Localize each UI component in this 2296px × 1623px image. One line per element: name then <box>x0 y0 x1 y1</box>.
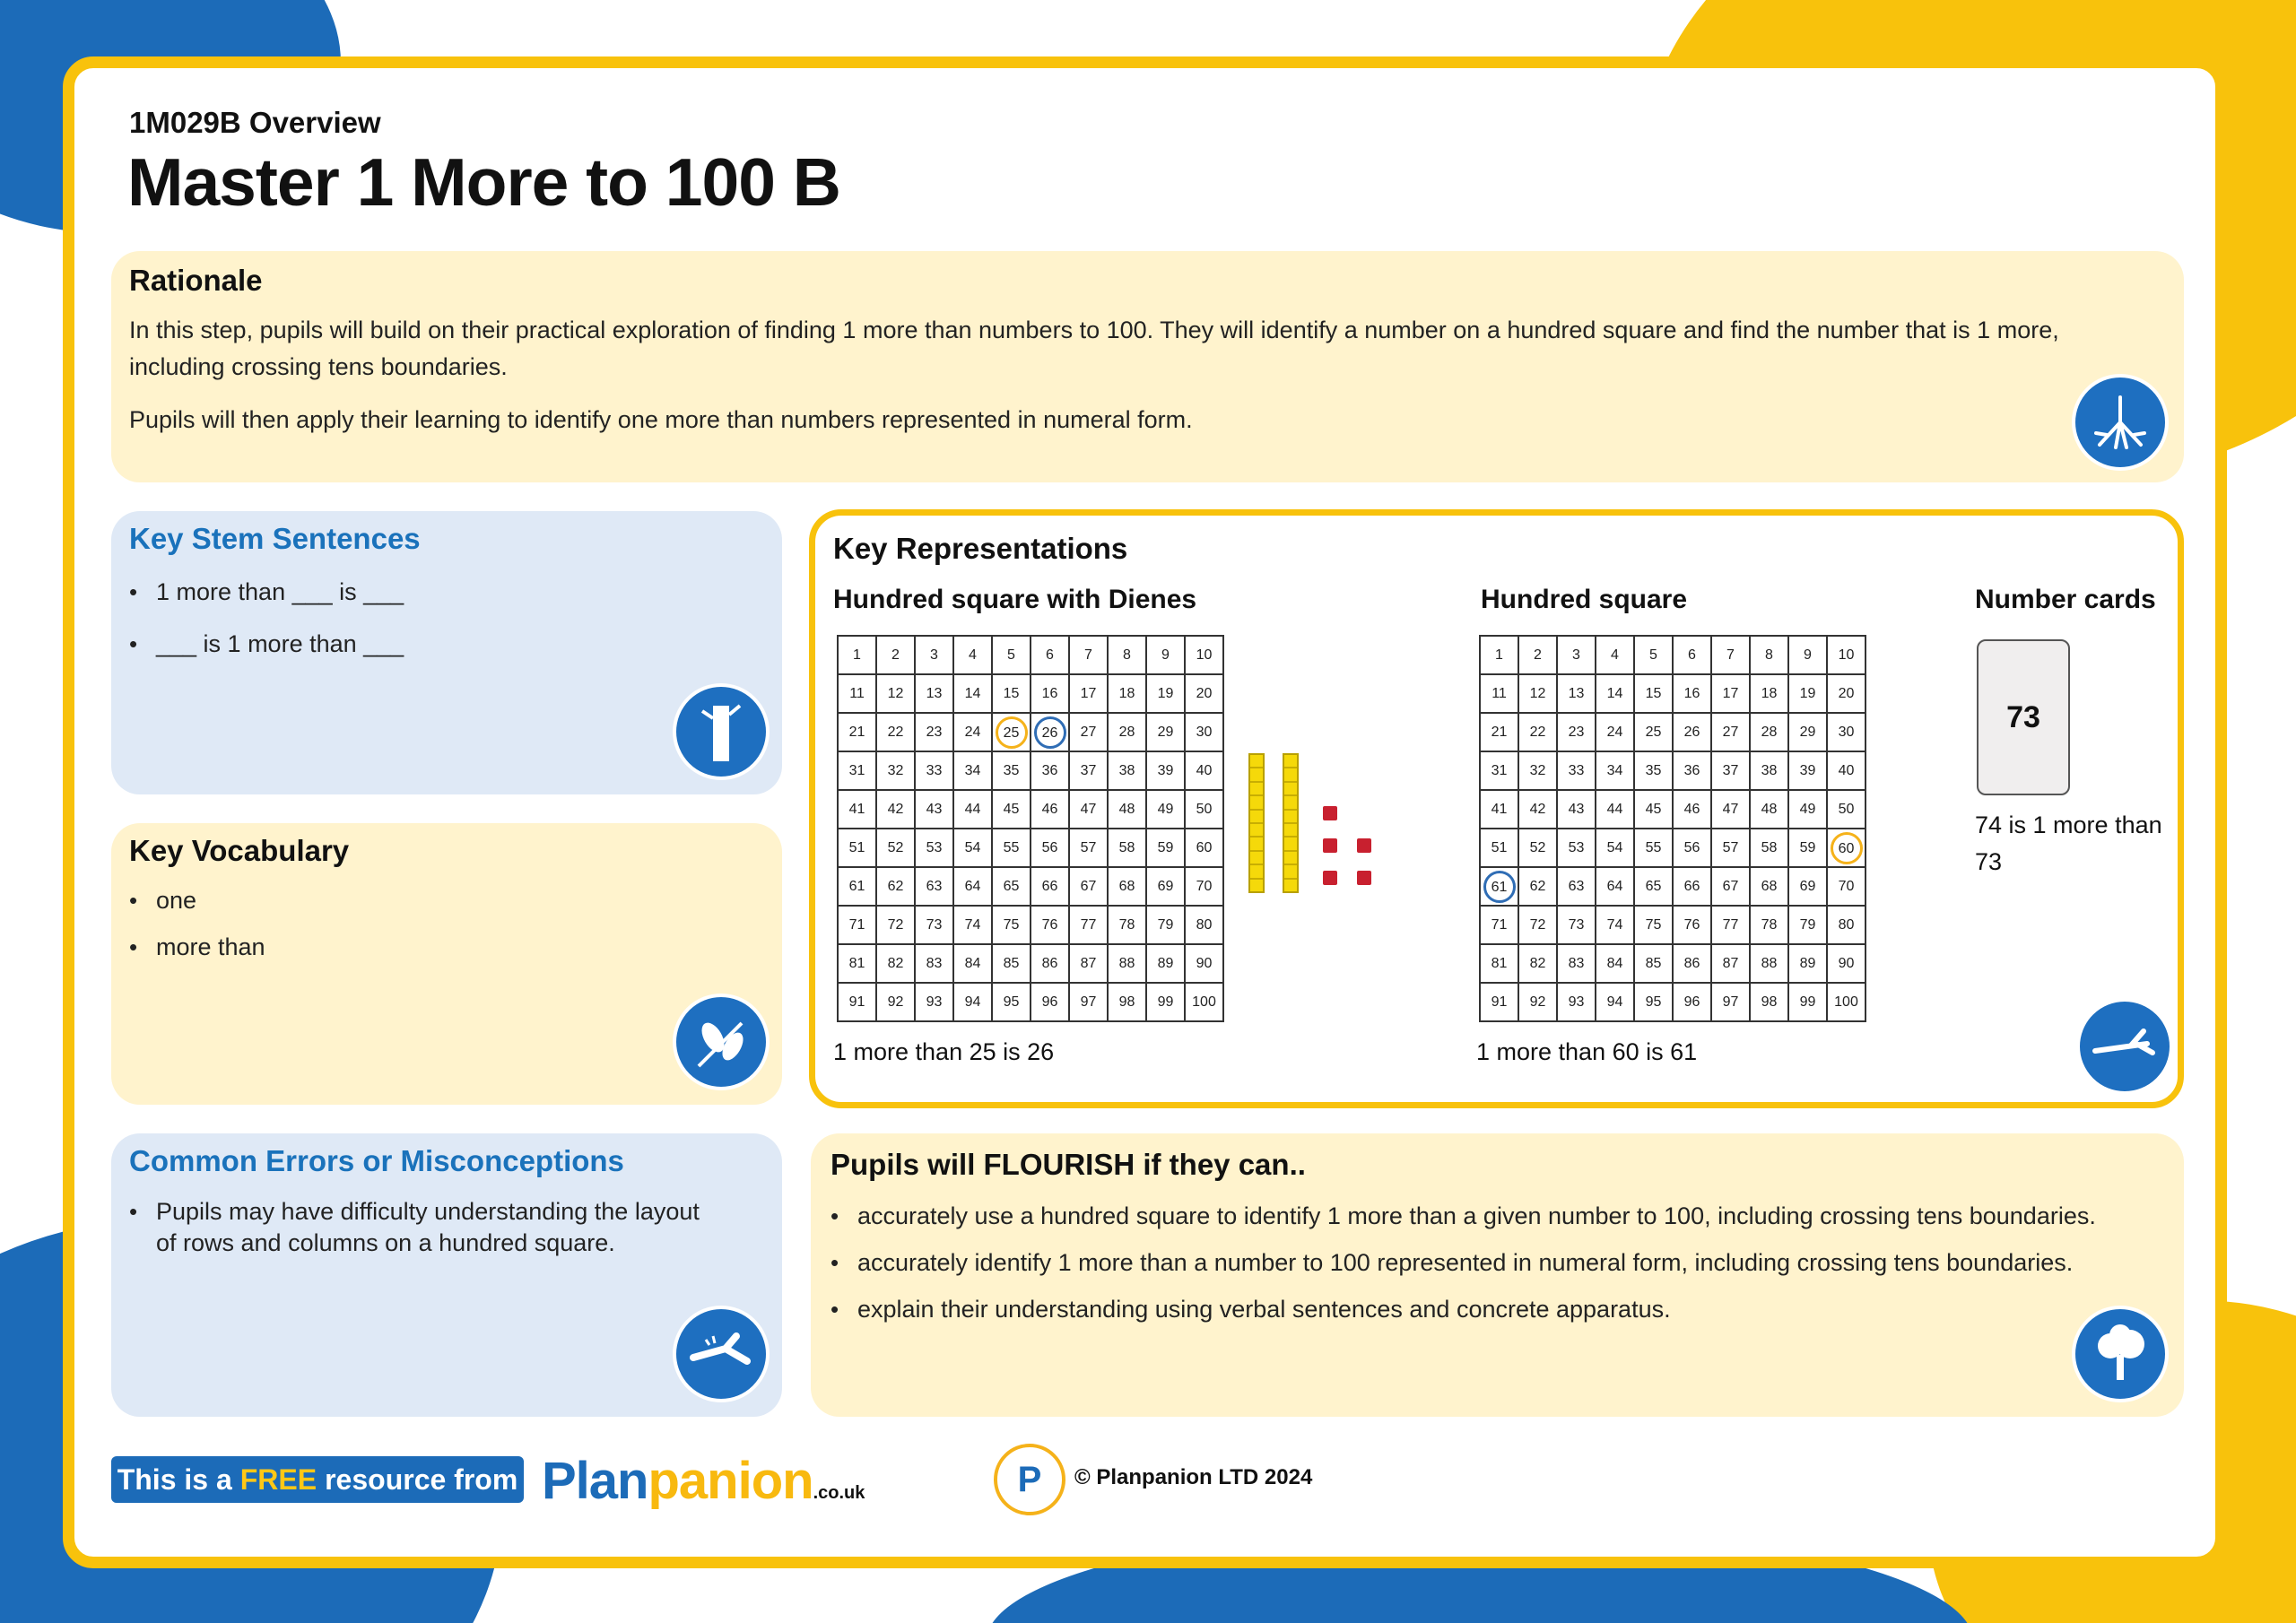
hundred-square-cell: 56 <box>1673 829 1711 867</box>
hundred-square-cell: 57 <box>1711 829 1750 867</box>
hundred-square-cell: 90 <box>1185 944 1223 983</box>
hundred-square-cell: 85 <box>992 944 1031 983</box>
hundred-square-cell: 64 <box>1596 867 1634 906</box>
hundred-square-cell: 11 <box>838 674 876 713</box>
planpanion-badge-icon: P <box>994 1444 1065 1515</box>
hundred-square-cell: 73 <box>915 906 953 944</box>
hundred-square-cell: 61 <box>838 867 876 906</box>
misconception-line-1: Pupils may have difficulty understanding the layout <box>156 1198 700 1225</box>
hundred-square-cell: 95 <box>1634 983 1673 1021</box>
hundred-square-cell: 13 <box>915 674 953 713</box>
hundred-square-cell: 28 <box>1108 713 1146 751</box>
hundred-square-cell: 34 <box>953 751 992 790</box>
hundred-square-cell: 77 <box>1711 906 1750 944</box>
hundred-square-cell: 71 <box>838 906 876 944</box>
hundred-square-cell: 98 <box>1750 983 1788 1021</box>
hundred-square-cell: 5 <box>992 636 1031 674</box>
hundred-square-cell: 87 <box>1711 944 1750 983</box>
hundred-square-cell: 7 <box>1711 636 1750 674</box>
hundred-square-cell: 37 <box>1069 751 1108 790</box>
hundred-square-cell: 42 <box>876 790 915 829</box>
hundred-square-cell: 9 <box>1146 636 1185 674</box>
hundred-square-row <box>1480 983 1866 1021</box>
page-title: Master 1 More to 100 B <box>127 144 840 220</box>
hundred-square-cell: 67 <box>1711 867 1750 906</box>
hundred-square-cell: 50 <box>1827 790 1866 829</box>
hundred-square-cell: 75 <box>1634 906 1673 944</box>
list-item: • one <box>126 882 265 918</box>
hundred-square-row <box>1480 674 1866 713</box>
hundred-square-cell: 75 <box>992 906 1031 944</box>
hundred-square-cell: 87 <box>1069 944 1108 983</box>
stem-sentences-panel <box>111 511 782 794</box>
hundred-square-cell: 64 <box>953 867 992 906</box>
hundred-square-cell: 66 <box>1673 867 1711 906</box>
hundred-square-cell: 84 <box>953 944 992 983</box>
hundred-square-cell: 89 <box>1146 944 1185 983</box>
misconceptions-panel <box>111 1133 782 1417</box>
hundred-square-cell: 36 <box>1673 751 1711 790</box>
hundred-square-cell: 67 <box>1069 867 1108 906</box>
hundred-square-cell: 69 <box>1788 867 1827 906</box>
hundred-square-cell: 23 <box>1557 713 1596 751</box>
hundred-square-cell: 85 <box>1634 944 1673 983</box>
hundred-square-cell: 86 <box>1673 944 1711 983</box>
hundred-square-cell: 29 <box>1146 713 1185 751</box>
hundred-square-cell: 97 <box>1069 983 1108 1021</box>
hundred-square-cell: 4 <box>1596 636 1634 674</box>
list-item: • accurately identify 1 more than a number to 100 represented in numeral form, including crossing tens boundaries. <box>827 1245 2096 1280</box>
hundred-square-row <box>1480 906 1866 944</box>
stem-list <box>126 574 404 662</box>
hundred-square-cell: 9 <box>1788 636 1827 674</box>
hundred-square-cell: 47 <box>1069 790 1108 829</box>
hundred-square-cell: 70 <box>1185 867 1223 906</box>
hundred-square-cell: 69 <box>1146 867 1185 906</box>
hundred-square-cell: 27 <box>1711 713 1750 751</box>
hundred-square-cell: 35 <box>1634 751 1673 790</box>
hundred-square-cell: 40 <box>1827 751 1866 790</box>
hundred-square-cell: 24 <box>1596 713 1634 751</box>
hundred-square-cell: 65 <box>1634 867 1673 906</box>
hundred-square-cell: 80 <box>1185 906 1223 944</box>
hundred-square-cell: 62 <box>876 867 915 906</box>
hundred-square-cell: 74 <box>953 906 992 944</box>
list-item: • explain their understanding using verbal sentences and concrete apparatus. <box>827 1291 2096 1327</box>
hundred-square-cell: 76 <box>1031 906 1069 944</box>
hundred-square-cell: 89 <box>1788 944 1827 983</box>
hundred-square-cell: 94 <box>953 983 992 1021</box>
dienes-caption: 1 more than 25 is 26 <box>833 1038 1055 1065</box>
hundred-square-cell: 4 <box>953 636 992 674</box>
hundred-square-cell: 19 <box>1788 674 1827 713</box>
ten-rod <box>1283 754 1298 892</box>
hundred-square-cell: 48 <box>1108 790 1146 829</box>
hundred-square-cell: 59 <box>1146 829 1185 867</box>
hundred-square-row <box>1480 751 1866 790</box>
hundred-square-cell: 8 <box>1750 636 1788 674</box>
ten-rod <box>1249 754 1264 892</box>
misconceptions-heading: Common Errors or Misconceptions <box>129 1144 624 1177</box>
hundred-square-cell: 34 <box>1596 751 1634 790</box>
hundred-square-cell: 91 <box>1480 983 1518 1021</box>
unit-cube <box>1323 838 1337 853</box>
hundred-square-cell: 94 <box>1596 983 1634 1021</box>
misconceptions-list <box>126 1196 700 1259</box>
hundred-square-cell: 41 <box>1480 790 1518 829</box>
hundred-square-cell: 10 <box>1827 636 1866 674</box>
hundred-square-cell: 15 <box>1634 674 1673 713</box>
hundred-square-cell: 35 <box>992 751 1031 790</box>
hundred-square-cell: 72 <box>1518 906 1557 944</box>
hundred-square-cell: 16 <box>1673 674 1711 713</box>
hundred-square-cell: 55 <box>1634 829 1673 867</box>
hundred-square-cell: 25 <box>1634 713 1673 751</box>
logo-part-2: panion <box>648 1452 813 1510</box>
hundred-square-plain <box>1479 635 1866 1022</box>
planpanion-logo[interactable] <box>542 1451 865 1511</box>
hundred-square-cell: 100 <box>1185 983 1223 1021</box>
key-representations-panel <box>809 509 2184 1108</box>
hundred-square-cell: 3 <box>1557 636 1596 674</box>
stem-heading: Key Stem Sentences <box>129 522 421 555</box>
hundred-square-cell: 43 <box>1557 790 1596 829</box>
hundred-square-cell: 60 <box>1185 829 1223 867</box>
number-cards-title: Number cards <box>1975 585 2156 614</box>
hundred-square-cell: 99 <box>1146 983 1185 1021</box>
unit-cube <box>1357 838 1371 853</box>
hundred-square-cell: 62 <box>1518 867 1557 906</box>
hundred-square-row <box>1480 829 1866 867</box>
hundred-square-cell: 63 <box>1557 867 1596 906</box>
hundred-square-cell: 42 <box>1518 790 1557 829</box>
hundred-square-cell: 30 <box>1827 713 1866 751</box>
hundred-square-cell: 54 <box>953 829 992 867</box>
hundred-square-cell: 100 <box>1827 983 1866 1021</box>
hundred-square-row <box>838 713 1223 751</box>
free-suffix: resource from <box>325 1462 518 1496</box>
hundred-square-cell: 36 <box>1031 751 1069 790</box>
list-item: • 1 more than ___ is ___ <box>126 574 404 610</box>
hundred-square-cell: 28 <box>1750 713 1788 751</box>
hundred-square-cell: 17 <box>1069 674 1108 713</box>
hundred-square-cell: 1 <box>838 636 876 674</box>
list-item: • ___ is 1 more than ___ <box>126 626 404 662</box>
hundred-square-cell: 83 <box>915 944 953 983</box>
hundred-square-cell: 40 <box>1185 751 1223 790</box>
hundred-square-cell: 6 <box>1673 636 1711 674</box>
hundred-square-cell: 1 <box>1480 636 1518 674</box>
hundred-square-cell: 23 <box>915 713 953 751</box>
hundred-square-cell: 51 <box>838 829 876 867</box>
hundred-square-cell: 65 <box>992 867 1031 906</box>
free-highlight: FREE <box>239 1462 317 1496</box>
vocabulary-list <box>126 882 265 965</box>
hundred-square-cell: 20 <box>1827 674 1866 713</box>
hundred-square-row <box>838 751 1223 790</box>
hundred-square-cell: 16 <box>1031 674 1069 713</box>
number-card-caption-2: 73 <box>1975 848 2003 875</box>
hundred-square-cell: 44 <box>953 790 992 829</box>
hundred-square-cell: 43 <box>915 790 953 829</box>
hundred-square-cell: 92 <box>1518 983 1557 1021</box>
hundred-square-cell: 44 <box>1596 790 1634 829</box>
list-item <box>126 1196 700 1259</box>
hundred-square-caption: 1 more than 60 is 61 <box>1476 1038 1698 1065</box>
number-card-caption-1: 74 is 1 more than <box>1975 812 2162 838</box>
misconception-line-2: of rows and columns on a hundred square. <box>156 1229 615 1256</box>
hundred-square-cell: 63 <box>915 867 953 906</box>
hundred-square-cell: 98 <box>1108 983 1146 1021</box>
hundred-square-cell: 29 <box>1788 713 1827 751</box>
hundred-square-cell: 68 <box>1750 867 1788 906</box>
key-representations-heading: Key Representations <box>833 532 1128 565</box>
logo-part-1: Plan <box>542 1452 648 1510</box>
hundred-square-row <box>838 983 1223 1021</box>
flourish-list <box>827 1198 2096 1327</box>
dienes-title: Hundred square with Dienes <box>833 585 1197 614</box>
hundred-square-cell: 22 <box>1518 713 1557 751</box>
hundred-square-cell: 33 <box>915 751 953 790</box>
hundred-square-cell: 93 <box>915 983 953 1021</box>
hundred-square-cell: 92 <box>876 983 915 1021</box>
dienes-blocks <box>1246 751 1380 903</box>
rationale-heading: Rationale <box>129 264 263 297</box>
hundred-square-cell: 47 <box>1711 790 1750 829</box>
hundred-square-cell: 91 <box>838 983 876 1021</box>
hundred-square-cell: 27 <box>1069 713 1108 751</box>
hundred-square-cell: 58 <box>1750 829 1788 867</box>
hundred-square-cell: 84 <box>1596 944 1634 983</box>
hundred-square-cell: 39 <box>1146 751 1185 790</box>
hundred-square-cell: 17 <box>1711 674 1750 713</box>
hundred-square-cell: 6 <box>1031 636 1069 674</box>
lesson-code: 1M029B Overview <box>129 106 381 139</box>
hundred-square-cell: 25 <box>992 713 1031 751</box>
hundred-square-cell: 49 <box>1788 790 1827 829</box>
tree-icon <box>2072 1306 2169 1402</box>
hundred-square-cell: 70 <box>1827 867 1866 906</box>
hundred-square-cell: 72 <box>876 906 915 944</box>
hundred-square-cell: 26 <box>1673 713 1711 751</box>
hundred-square-cell: 82 <box>1518 944 1557 983</box>
list-item: • more than <box>126 929 265 965</box>
rationale-panel <box>111 251 2184 482</box>
hundred-square-cell: 73 <box>1557 906 1596 944</box>
hundred-square-cell: 2 <box>1518 636 1557 674</box>
hundred-square-cell: 13 <box>1557 674 1596 713</box>
hundred-square-cell: 20 <box>1185 674 1223 713</box>
hundred-square-cell: 31 <box>1480 751 1518 790</box>
hundred-square-cell: 78 <box>1750 906 1788 944</box>
hundred-square-cell: 38 <box>1750 751 1788 790</box>
hundred-square-cell: 58 <box>1108 829 1146 867</box>
hundred-square-cell: 49 <box>1146 790 1185 829</box>
hundred-square-row <box>1480 944 1866 983</box>
hundred-square-cell: 79 <box>1788 906 1827 944</box>
hundred-square-cell: 8 <box>1108 636 1146 674</box>
roots-icon <box>2072 374 2169 471</box>
hundred-square-cell: 12 <box>876 674 915 713</box>
hundred-square-cell: 45 <box>1634 790 1673 829</box>
hundred-square-cell: 82 <box>876 944 915 983</box>
hundred-square-row <box>1480 636 1866 674</box>
unit-cube <box>1323 806 1337 820</box>
hundred-square-cell: 30 <box>1185 713 1223 751</box>
hundred-square-cell: 32 <box>1518 751 1557 790</box>
number-card: 73 <box>1977 639 2070 795</box>
hundred-square-cell: 83 <box>1557 944 1596 983</box>
hundred-square-cell: 21 <box>1480 713 1518 751</box>
hundred-square-cell: 77 <box>1069 906 1108 944</box>
unit-cube <box>1357 871 1371 885</box>
hundred-square-cell: 71 <box>1480 906 1518 944</box>
hundred-square-cell: 76 <box>1673 906 1711 944</box>
hundred-square-dienes <box>837 635 1224 1022</box>
hundred-square-cell: 90 <box>1827 944 1866 983</box>
hundred-square-cell: 54 <box>1596 829 1634 867</box>
free-resource-banner[interactable] <box>111 1456 524 1503</box>
hundred-square-cell: 88 <box>1108 944 1146 983</box>
vocabulary-heading: Key Vocabulary <box>129 834 350 867</box>
hundred-square-cell: 33 <box>1557 751 1596 790</box>
hundred-square-cell: 45 <box>992 790 1031 829</box>
hundred-square-cell: 39 <box>1788 751 1827 790</box>
hundred-square-row <box>1480 867 1866 906</box>
branch-icon <box>2076 998 2173 1095</box>
hundred-square-cell: 10 <box>1185 636 1223 674</box>
hundred-square-row <box>838 790 1223 829</box>
hundred-square-cell: 5 <box>1634 636 1673 674</box>
hundred-square-cell: 52 <box>876 829 915 867</box>
hundred-square-cell: 61 <box>1480 867 1518 906</box>
hundred-square-row <box>838 944 1223 983</box>
hundred-square-cell: 53 <box>915 829 953 867</box>
hundred-square-cell: 18 <box>1750 674 1788 713</box>
hundred-square-cell: 93 <box>1557 983 1596 1021</box>
flourish-panel <box>811 1133 2184 1417</box>
hundred-square-cell: 66 <box>1031 867 1069 906</box>
hundred-square-cell: 7 <box>1069 636 1108 674</box>
hundred-square-cell: 99 <box>1788 983 1827 1021</box>
hundred-square-cell: 14 <box>953 674 992 713</box>
hundred-square-row <box>838 636 1223 674</box>
hundred-square-cell: 14 <box>1596 674 1634 713</box>
hundred-square-cell: 81 <box>1480 944 1518 983</box>
hundred-square-cell: 97 <box>1711 983 1750 1021</box>
logo-domain: .co.uk <box>813 1483 865 1503</box>
unit-cube <box>1323 871 1337 885</box>
hundred-square-cell: 68 <box>1108 867 1146 906</box>
broken-branch-icon <box>673 1306 770 1402</box>
hundred-square-cell: 38 <box>1108 751 1146 790</box>
hundred-square-cell: 96 <box>1673 983 1711 1021</box>
leaves-icon <box>673 994 770 1090</box>
hundred-square-cell: 2 <box>876 636 915 674</box>
rationale-paragraph-1b: including crossing tens boundaries. <box>129 353 508 380</box>
hundred-square-cell: 18 <box>1108 674 1146 713</box>
hundred-square-cell: 24 <box>953 713 992 751</box>
hundred-square-cell: 59 <box>1788 829 1827 867</box>
hundred-square-cell: 46 <box>1673 790 1711 829</box>
hundred-square-cell: 56 <box>1031 829 1069 867</box>
hundred-square-cell: 96 <box>1031 983 1069 1021</box>
hundred-square-cell: 26 <box>1031 713 1069 751</box>
hundred-square-cell: 22 <box>876 713 915 751</box>
free-prefix: This is a <box>117 1462 232 1496</box>
hundred-square-cell: 15 <box>992 674 1031 713</box>
hundred-square-cell: 81 <box>838 944 876 983</box>
hundred-square-cell: 57 <box>1069 829 1108 867</box>
hundred-square-cell: 19 <box>1146 674 1185 713</box>
hundred-square-row <box>838 829 1223 867</box>
vocabulary-panel <box>111 823 782 1105</box>
copyright: © Planpanion LTD 2024 <box>1074 1465 1313 1489</box>
hundred-square-cell: 80 <box>1827 906 1866 944</box>
hundred-square-cell: 55 <box>992 829 1031 867</box>
flourish-heading: Pupils will FLOURISH if they can.. <box>831 1148 1306 1181</box>
hundred-square-cell: 31 <box>838 751 876 790</box>
hundred-square-cell: 46 <box>1031 790 1069 829</box>
hundred-square-cell: 48 <box>1750 790 1788 829</box>
hundred-square-cell: 53 <box>1557 829 1596 867</box>
hundred-square-cell: 51 <box>1480 829 1518 867</box>
hundred-square-cell: 79 <box>1146 906 1185 944</box>
hundred-square-cell: 37 <box>1711 751 1750 790</box>
hundred-square-cell: 32 <box>876 751 915 790</box>
tree-trunk-icon <box>673 683 770 780</box>
hundred-square-row <box>838 906 1223 944</box>
hundred-square-cell: 41 <box>838 790 876 829</box>
hundred-square-cell: 95 <box>992 983 1031 1021</box>
rationale-paragraph-1: In this step, pupils will build on their practical exploration of finding 1 more than numbers to 100. They will identify a number on a hundred square and find the number that is 1 more, <box>129 317 2059 343</box>
hundred-square-cell: 12 <box>1518 674 1557 713</box>
hundred-square-cell: 50 <box>1185 790 1223 829</box>
hundred-square-cell: 21 <box>838 713 876 751</box>
hundred-square-cell: 3 <box>915 636 953 674</box>
rationale-paragraph-2: Pupils will then apply their learning to identify one more than numbers represented in numeral form. <box>129 406 1193 433</box>
hundred-square-title: Hundred square <box>1481 585 1688 614</box>
hundred-square-cell: 86 <box>1031 944 1069 983</box>
hundred-square-cell: 52 <box>1518 829 1557 867</box>
hundred-square-cell: 88 <box>1750 944 1788 983</box>
hundred-square-row <box>838 674 1223 713</box>
list-item: • accurately use a hundred square to identify 1 more than a given number to 100, including crossing tens boundaries. <box>827 1198 2096 1234</box>
hundred-square-row <box>1480 713 1866 751</box>
hundred-square-cell: 60 <box>1827 829 1866 867</box>
hundred-square-cell: 11 <box>1480 674 1518 713</box>
hundred-square-row <box>838 867 1223 906</box>
hundred-square-cell: 78 <box>1108 906 1146 944</box>
hundred-square-row <box>1480 790 1866 829</box>
hundred-square-cell: 74 <box>1596 906 1634 944</box>
